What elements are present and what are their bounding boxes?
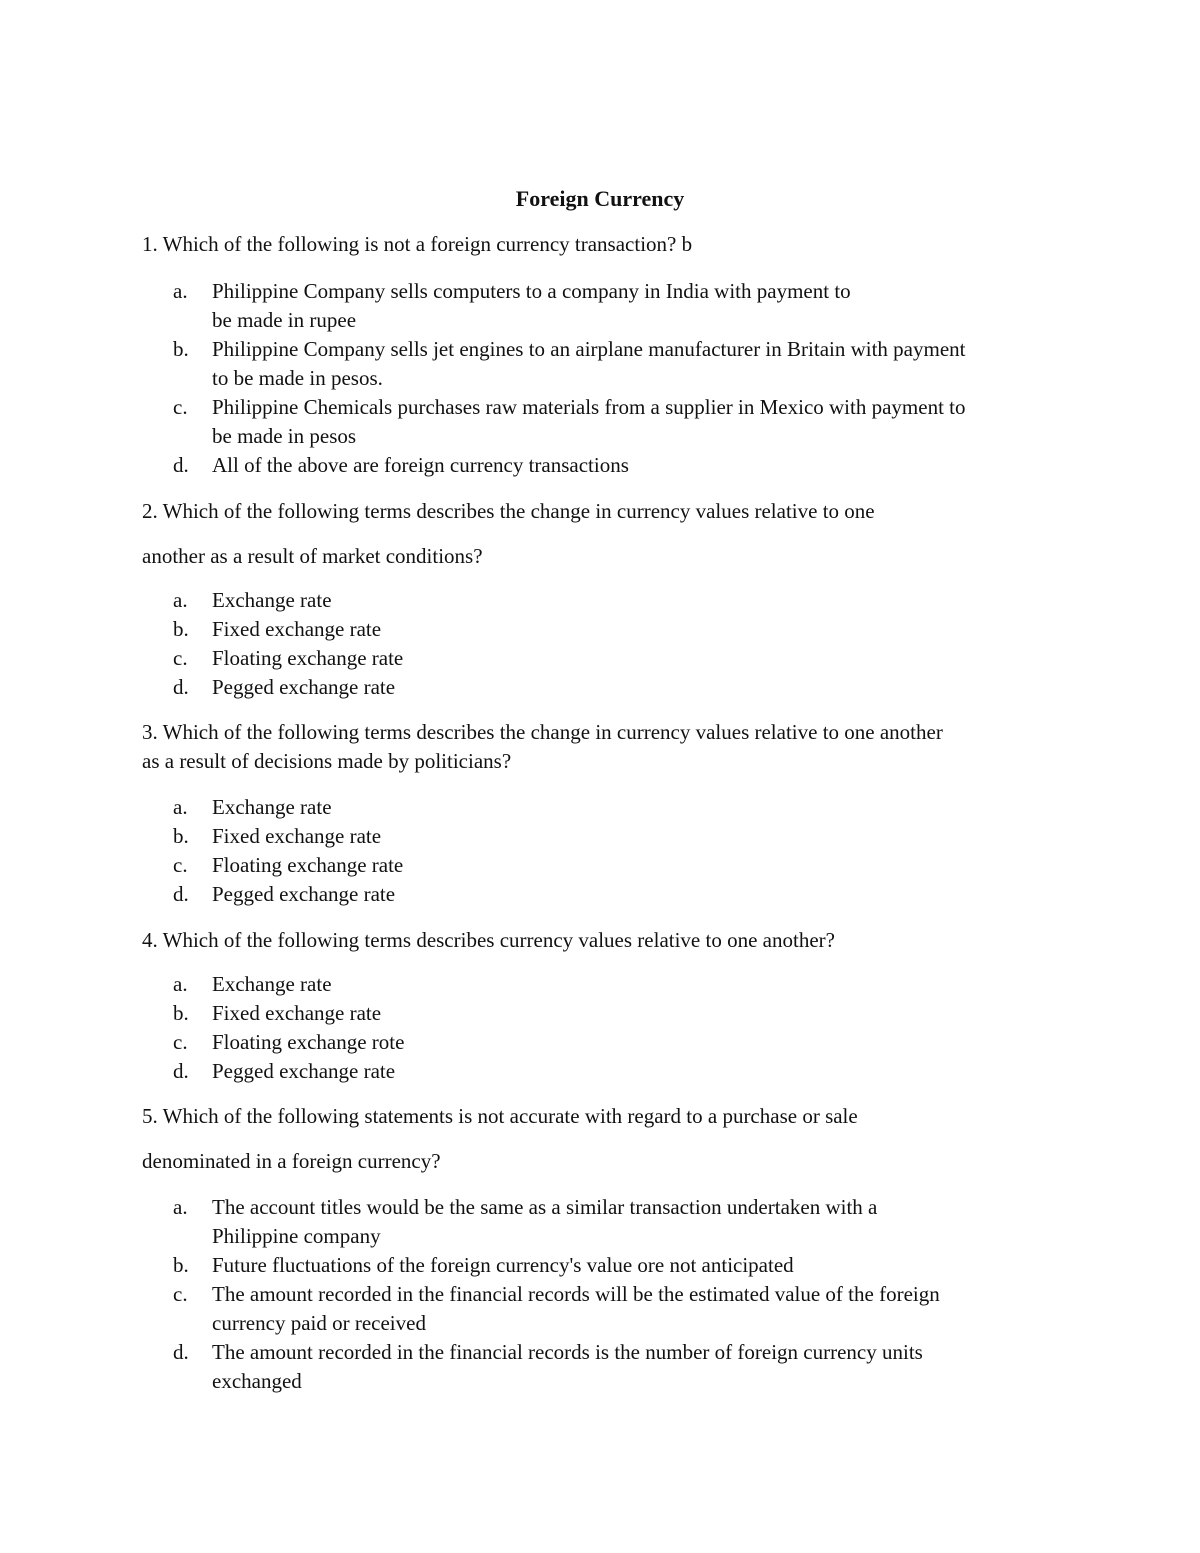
option-text: Fixed exchange rate xyxy=(212,617,382,641)
question-5-text-line-2: denominated in a foreign currency? xyxy=(142,1149,441,1173)
option-letter: c. xyxy=(173,1282,188,1306)
question-2-text-line-2: another as a result of market conditions? xyxy=(142,544,483,568)
option-letter: c. xyxy=(173,853,188,877)
option-text: The amount recorded in the financial records will be the estimated value of the foreign currency paid or received xyxy=(212,1282,940,1335)
option-letter: c. xyxy=(173,646,188,670)
option-letter: a. xyxy=(173,972,188,996)
option-text: Floating exchange rate xyxy=(212,646,404,670)
option-text: Pegged exchange rate xyxy=(212,882,396,906)
option-letter: d. xyxy=(173,453,189,477)
option-text: The amount recorded in the financial records is the number of foreign currency units exchanged xyxy=(212,1340,923,1393)
option-letter: a. xyxy=(173,1195,188,1219)
option-letter: d. xyxy=(173,882,189,906)
option-letter: a. xyxy=(173,279,188,303)
option-letter: d. xyxy=(173,1059,189,1083)
option-text: Fixed exchange rate xyxy=(212,1001,382,1025)
option-letter: a. xyxy=(173,795,188,819)
option-text: Pegged exchange rate xyxy=(212,675,396,699)
option-letter: d. xyxy=(173,1340,189,1364)
option-text: Future fluctuations of the foreign currency's value ore not anticipated xyxy=(212,1253,794,1277)
option-letter: b. xyxy=(173,1001,189,1025)
option-text: The account titles would be the same as a similar transaction undertaken with a Philippine company xyxy=(212,1195,878,1248)
option-letter: b. xyxy=(173,617,189,641)
option-letter: b. xyxy=(173,337,189,361)
option-letter: b. xyxy=(173,824,189,848)
question-4-text: 4. Which of the following terms describes currency values relative to one another? xyxy=(142,928,835,952)
option-text: Exchange rate xyxy=(212,795,332,819)
option-letter: d. xyxy=(173,675,189,699)
question-3-text-line-1: 3. Which of the following terms describes the change in currency values relative to one another xyxy=(142,720,943,744)
question-2-text-line-1: 2. Which of the following terms describes the change in currency values relative to one xyxy=(142,499,875,523)
option-text: All of the above are foreign currency transactions xyxy=(212,453,629,477)
question-3-text-line-2: as a result of decisions made by politicians? xyxy=(142,749,512,773)
option-letter: c. xyxy=(173,1030,188,1054)
option-text: Floating exchange rote xyxy=(212,1030,405,1054)
question-1-text: 1. Which of the following is not a foreign currency transaction? b xyxy=(142,232,693,256)
page-title: Foreign Currency xyxy=(515,186,685,211)
option-text: Fixed exchange rate xyxy=(212,824,382,848)
option-text: Exchange rate xyxy=(212,588,332,612)
option-text: Exchange rate xyxy=(212,972,332,996)
option-text: Philippine Chemicals purchases raw materials from a supplier in Mexico with payment to be made in pesos xyxy=(212,395,966,448)
option-text: Philippine Company sells computers to a company in India with payment to be made in rupee xyxy=(212,279,851,332)
option-text: Floating exchange rate xyxy=(212,853,404,877)
option-letter: b. xyxy=(173,1253,189,1277)
option-text: Philippine Company sells jet engines to an airplane manufacturer in Britain with payment to be made in pesos. xyxy=(212,337,966,390)
option-letter: a. xyxy=(173,588,188,612)
question-5-text-line-1: 5. Which of the following statements is not accurate with regard to a purchase or sale xyxy=(142,1104,858,1128)
option-text: Pegged exchange rate xyxy=(212,1059,396,1083)
option-letter: c. xyxy=(173,395,188,419)
